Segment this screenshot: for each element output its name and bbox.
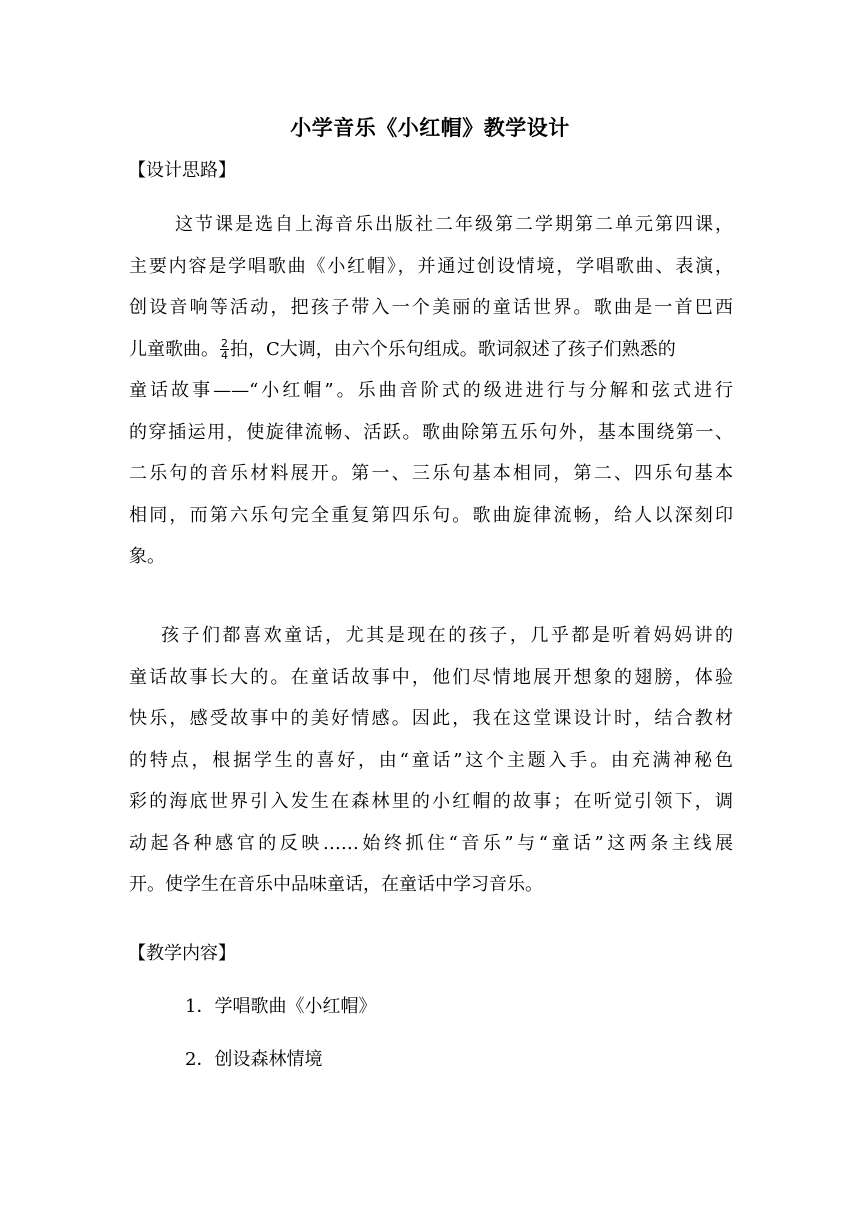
time-signature (220, 338, 229, 361)
paragraph-line-segment: 拍，C大调，由六个乐句组成。歌词叙述了孩子们熟悉的 (230, 338, 676, 360)
list-item: 2．创设森林情境 (185, 1049, 323, 1070)
paragraph-line: 动起各种感官的反映……始终抓住“音乐”与“童话”这两条主线展 (129, 832, 733, 854)
paragraph-line: 的穿插运用，使旋律流畅、活跃。歌曲除第五乐句外，基本围绕第一、 (129, 421, 733, 443)
paragraph-line: 彩的海底世界引入发生在森林里的小红帽的故事；在听觉引领下，调 (129, 791, 733, 812)
time-signature-denominator: 4 (221, 349, 228, 362)
paragraph-line: 孩子们都喜欢童话，尤其是现在的孩子，几乎都是听着妈妈讲的 (161, 625, 733, 646)
paragraph-line: 相同，而第六乐句完全重复第四乐句。歌曲旋律流畅，给人以深刻印 (129, 504, 733, 526)
paragraph-line: 二乐句的音乐材料展开。第一、三乐句基本相同，第二、四乐句基本 (129, 463, 733, 484)
paragraph-line: 创设音响等活动，把孩子带入一个美丽的童话世界。歌曲是一首巴西 (129, 297, 733, 318)
paragraph-line-with-time-signature (129, 329, 733, 371)
paragraph-line: 童话故事长大的。在童话故事中，他们尽情地展开想象的翅膀，体验 (129, 666, 733, 688)
paragraph-design-idea-1 (129, 204, 733, 578)
paragraph-line-segment: 儿童歌曲。 (129, 338, 219, 360)
paragraph-line: 童话故事——“小红帽”。乐曲音阶式的级进进行与分解和弦式进行 (129, 380, 733, 401)
paragraph-line: 这节课是选自上海音乐出版社二年级第二学期第二单元第四课， (155, 214, 733, 235)
paragraph-line: 的特点，根据学生的喜好，由“童话”这个主题入手。由充满神秘色 (129, 749, 733, 771)
paragraph-design-idea-2 (129, 615, 733, 906)
time-signature-numerator: 2 (221, 337, 228, 350)
paragraph-line: 快乐，感受故事中的美好情感。因此，我在这堂课设计时，结合教材 (129, 708, 733, 729)
paragraph-line: 象。 (129, 546, 165, 567)
paragraph-line: 主要内容是学唱歌曲《小红帽》，并通过创设情境，学唱歌曲、表演， (129, 255, 733, 277)
list-item: 1．学唱歌曲《小红帽》 (185, 996, 377, 1017)
document-title: 小学音乐《小红帽》教学设计 (290, 116, 570, 140)
section-heading-design-idea: 【设计思路】 (128, 160, 236, 181)
paragraph-line: 开。使学生在音乐中品味童话，在童话中学习音乐。 (129, 874, 543, 895)
section-heading-teaching-content: 【教学内容】 (128, 943, 236, 964)
